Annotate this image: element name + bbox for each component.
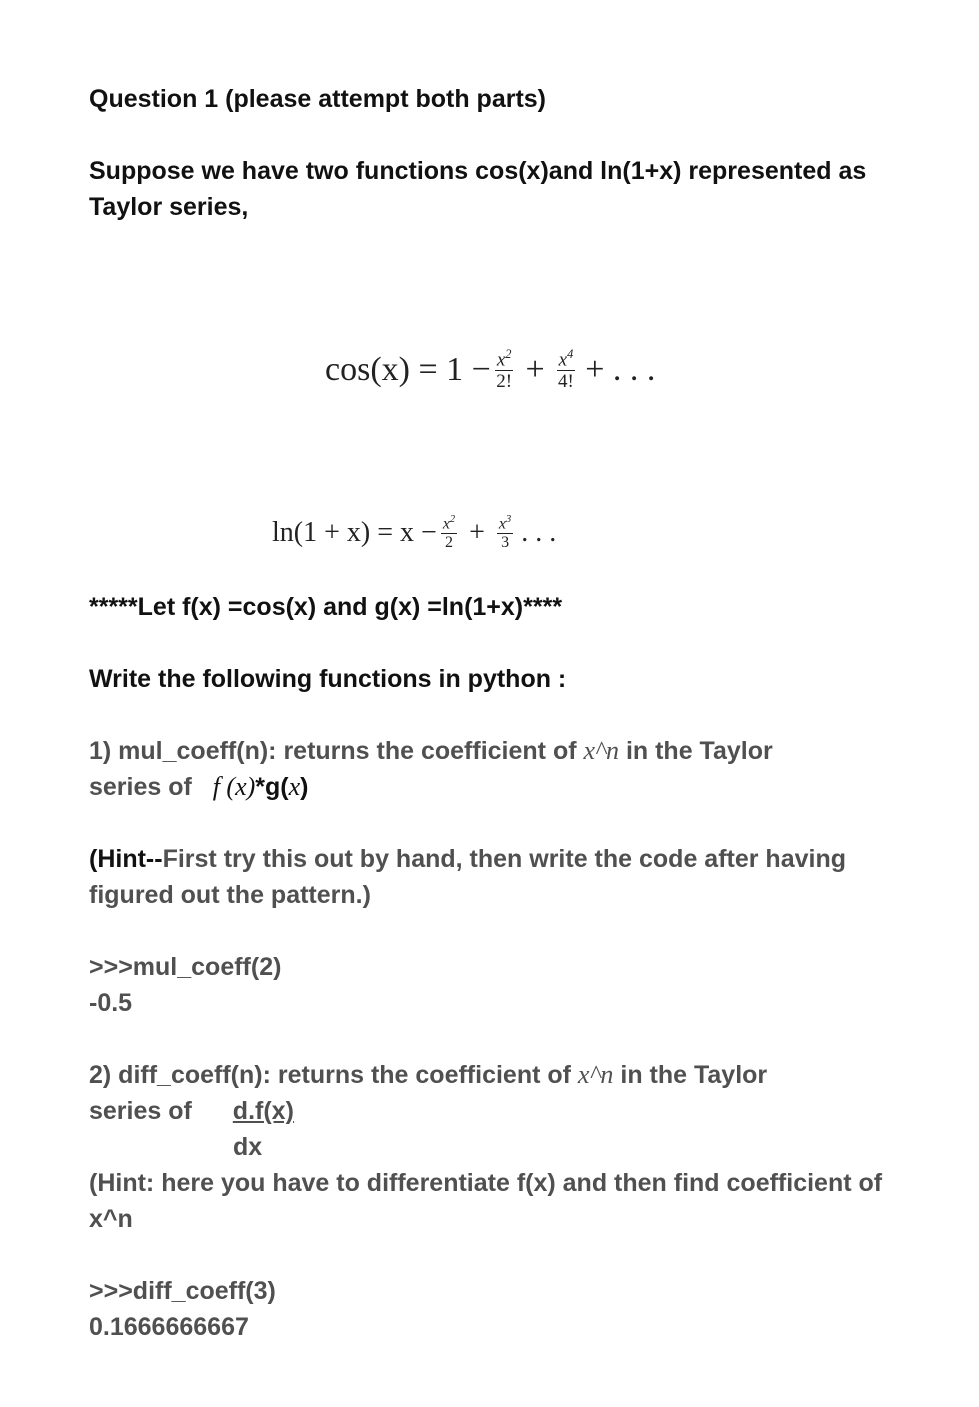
cos-term2-fraction: $\frac{x^4}{4!}$ <box>558 347 574 393</box>
question-title: Question 1 (please attempt both parts) <box>89 85 547 113</box>
part1-example-output: -0.5 <box>89 989 133 1017</box>
part2-hint: (Hint: here you have to differentiate f(x) and then find coefficient of x^n <box>89 1169 883 1233</box>
cos-tail: + . . . <box>585 350 656 388</box>
part2-example-output: 0.1666666667 <box>89 1313 249 1341</box>
part2-series-of: series of d.f(x) <box>89 1097 294 1125</box>
part1-f-of-x: f (x) <box>212 772 256 801</box>
part2-example-call: >>>diff_coeff(3) <box>89 1277 276 1305</box>
part1-example-call: >>>mul_coeff(2) <box>89 953 282 981</box>
part1-hint: (Hint--First try this out by hand, then write the code after having figured out the pattern.) <box>89 845 846 909</box>
part2-x-power-n: x^n <box>577 1060 614 1089</box>
cos-term1-fraction: $\frac{x^2}{2!}$ <box>496 347 513 393</box>
cos-plus: + <box>525 350 545 388</box>
ln-term2-fraction: $\frac{x^3}{3}$ <box>498 514 512 552</box>
function-definition: *****Let f(x) =cos(x) and g(x) =ln(1+x)**** <box>89 593 563 621</box>
cos-taylor-equation <box>325 348 655 391</box>
part1-x-power-n: x^n <box>583 736 619 765</box>
part2-description: 2) diff_coeff(n): returns the coefficient of x^n in the Taylor <box>89 1060 768 1089</box>
ln-term1-fraction: $\frac{x^2}{2}$ <box>442 514 456 552</box>
part2-derivative-numerator: d.f(x) <box>232 1097 294 1125</box>
ln-tail: . . . <box>521 517 557 549</box>
cos-lhs: cos(x) = 1 − <box>325 350 491 388</box>
instruction: Write the following functions in python : <box>89 665 567 693</box>
part2-derivative-denominator: dx <box>233 1133 263 1161</box>
question-intro: Suppose we have two functions cos(x)and ln(1+x) represented as Taylor series, <box>89 157 867 221</box>
ln-lhs: ln(1 + x) = x − <box>272 517 437 549</box>
ln-taylor-equation <box>272 515 556 551</box>
ln-plus: + <box>469 517 485 549</box>
part1-description: 1) mul_coeff(n): returns the coefficient of x^n in the Taylor series of f (x)*g(x) <box>89 736 773 801</box>
